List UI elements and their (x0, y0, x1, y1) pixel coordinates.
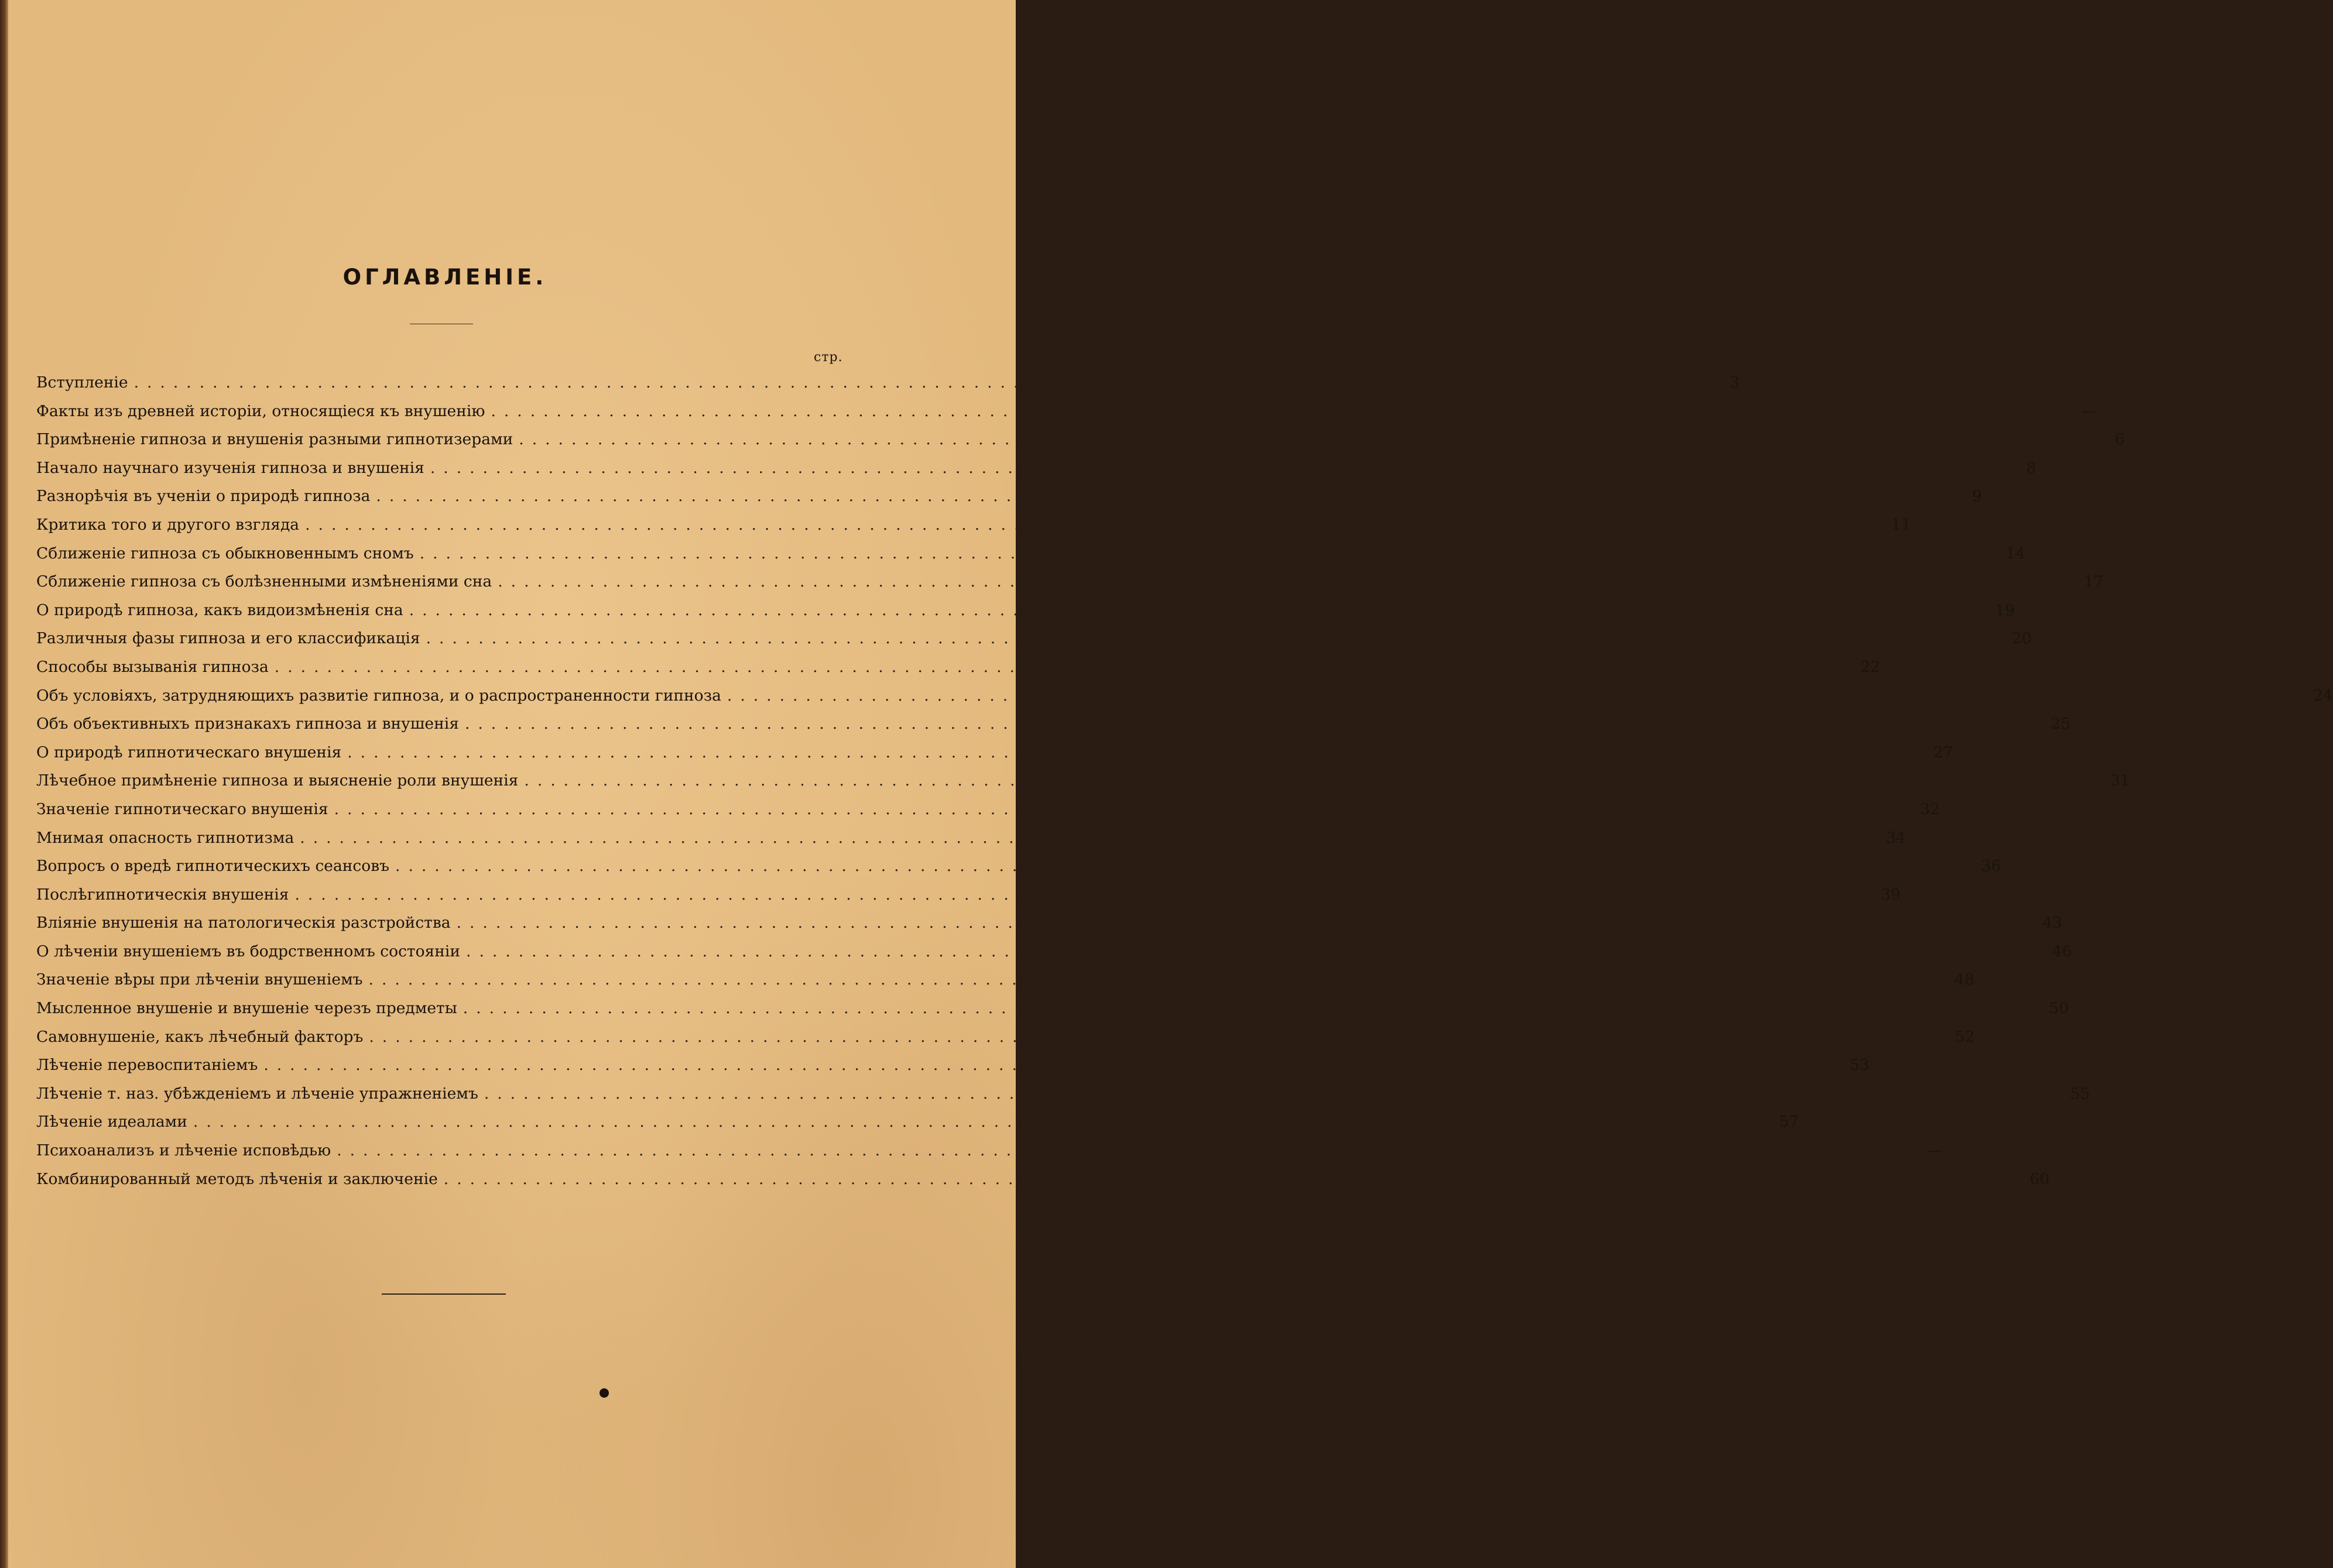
toc-entry (36, 1051, 1870, 1080)
toc-entry-title: Лѣченіе перевоспитаніемъ (36, 1056, 258, 1075)
page-column-header: стр. (814, 350, 843, 365)
toc-entry-title: Лѣчебное примѣненіе гипноза и выясненіе роли внушенія (36, 771, 519, 790)
toc-entry-title: Значеніе вѣры при лѣченіи внушеніемъ (36, 970, 363, 989)
toc-entry-page: 20 (2012, 629, 2032, 648)
dot-leader: ........................................................................................................................ (456, 914, 2032, 932)
toc-entry (36, 511, 1911, 540)
dot-leader: ........................................................................................................................ (426, 629, 2002, 648)
dot-leader: ........................................................................................................................ (368, 970, 1944, 989)
toc-entry (36, 767, 2130, 795)
toc-entry-page: 8 (2026, 458, 2036, 477)
toc-entry (36, 482, 1982, 511)
toc-entry (36, 397, 2097, 426)
toc-entry-page: 6 (2115, 430, 2125, 449)
toc-entry-page: 55 (2070, 1084, 2090, 1103)
dot-leader: ........................................................................................................................ (193, 1113, 1769, 1131)
toc-entry (36, 568, 2104, 596)
toc-entry (36, 710, 2071, 739)
toc-entry (36, 881, 1901, 910)
toc-entry (36, 852, 2001, 881)
toc-entry-page: 50 (2048, 999, 2069, 1018)
toc-entry-page: 3 (1729, 373, 1740, 392)
dot-leader: ........................................................................................................................ (524, 771, 2100, 790)
dot-leader: ........................................................................................................................ (484, 1084, 2060, 1103)
toc-entry-page: 14 (2005, 544, 2026, 562)
toc-entry-page: 9 (1972, 487, 1982, 506)
toc-entry-title: Комбинированный методъ лѣченія и заключеніе (36, 1169, 438, 1188)
toc-entry-page: 36 (1981, 857, 2001, 876)
toc-entry (36, 1080, 2090, 1109)
toc-entry-title: Примѣненіе гипноза и внушенія разными гипнотизерами (36, 430, 513, 449)
toc-entry-title: Мнимая опасность гипнотизма (36, 828, 294, 847)
dot-leader: ........................................................................................................................ (337, 1141, 1913, 1160)
toc-entry-page: 25 (2051, 715, 2071, 733)
page-title: ОГЛАВЛЕНІЕ. (342, 265, 547, 290)
toc-entry-page: 43 (2042, 914, 2063, 932)
toc-entry (36, 369, 1740, 397)
toc-entry-title: Сближеніе гипноза съ болѣзненными измѣненіями сна (36, 572, 492, 591)
toc-entry (36, 426, 2125, 454)
toc-entry (36, 1165, 2050, 1194)
table-of-contents (36, 369, 2333, 1193)
toc-entry-title: Вопросъ о вредѣ гипнотическихъ сеансовъ (36, 857, 390, 876)
toc-entry-title: Мысленное внушеніе и внушеніе черезъ предметы (36, 999, 457, 1018)
closing-rule (382, 1293, 506, 1295)
toc-entry-page: 53 (1849, 1056, 1870, 1075)
toc-entry-page: 32 (1920, 800, 1940, 818)
dot-leader: ........................................................................................................................ (133, 373, 1710, 392)
toc-entry-page: 46 (2052, 942, 2072, 960)
toc-entry-title: Самовнушеніе, какъ лѣчебный факторъ (36, 1027, 364, 1046)
toc-entry-page: 34 (1886, 828, 1906, 847)
toc-entry-page: 24 (2313, 686, 2333, 705)
toc-entry (36, 1108, 1799, 1137)
toc-entry (36, 596, 2015, 625)
toc-entry-page: 52 (1955, 1027, 1975, 1046)
toc-entry (36, 795, 1940, 824)
toc-entry (36, 454, 2036, 483)
toc-entry (36, 540, 2026, 568)
dot-leader: ........................................................................................................................ (294, 885, 1870, 904)
dot-leader: ........................................................................................................................ (395, 857, 1971, 876)
toc-entry-title: Сближеніе гипноза съ обыкновеннымъ сномъ (36, 544, 414, 562)
toc-entry-page: 57 (1779, 1113, 1799, 1131)
dot-leader: ........................................................................................................................ (274, 657, 1850, 676)
toc-entry (36, 824, 1906, 853)
toc-entry-page: — (1927, 1141, 1943, 1160)
dot-leader: ........................................................................................................................ (466, 942, 2041, 960)
dot-leader: ........................................................................................................................ (376, 487, 1952, 506)
dot-leader: ........................................................................................................................ (430, 458, 2006, 477)
toc-entry (36, 653, 1880, 682)
dot-leader: ........................................................................................................................ (498, 572, 2074, 591)
toc-entry-title: Послѣгипнотическія внушенія (36, 885, 289, 904)
dot-leader: ........................................................................................................................ (263, 1056, 1839, 1075)
toc-entry-title: О природѣ гипноза, какъ видоизмѣненія сна (36, 601, 403, 619)
toc-entry (36, 682, 2333, 711)
toc-entry (36, 966, 1975, 994)
toc-entry-title: Разнорѣчія въ ученіи о природѣ гипноза (36, 487, 371, 506)
ink-dot (599, 1388, 609, 1398)
toc-entry-title: Значеніе гипнотическаго внушенія (36, 800, 328, 818)
toc-entry-title: Начало научнаго изученія гипноза и внушенія (36, 458, 424, 477)
toc-entry-title: Факты изъ древней исторіи, относящіеся къ внушенію (36, 402, 485, 420)
toc-entry (36, 909, 2063, 938)
toc-entry-title: Различныя фазы гипноза и его классификація (36, 629, 420, 648)
toc-entry (36, 625, 2032, 653)
toc-entry (36, 1137, 1943, 1165)
toc-entry-title: Объ условіяхъ, затрудняющихъ развитіе гипноза, и о распространенности гипноза (36, 686, 721, 705)
toc-entry-page: 17 (2084, 572, 2104, 591)
toc-entry-page: 11 (1891, 515, 1911, 534)
dot-leader: ........................................................................................................................ (419, 544, 1995, 562)
toc-entry (36, 938, 2072, 966)
toc-entry-title: Способы вызыванія гипноза (36, 657, 269, 676)
dot-leader: ........................................................................................................................ (369, 1027, 1945, 1046)
dot-leader: ........................................................................................................................ (409, 601, 1985, 619)
toc-entry-page: 22 (1860, 657, 1880, 676)
dot-leader: ........................................................................................................................ (491, 402, 2067, 420)
binding-edge (0, 0, 8, 1568)
toc-entry-title: Вступленіе (36, 373, 128, 392)
toc-entry-title: Объ объективныхъ признакахъ гипноза и внушенія (36, 715, 459, 733)
toc-entry-title: О лѣченіи внушеніемъ въ бодрственномъ состояніи (36, 942, 461, 960)
toc-entry-title: Лѣченіе идеалами (36, 1113, 187, 1131)
dot-leader: ........................................................................................................................ (300, 828, 1876, 847)
dot-leader: ........................................................................................................................ (519, 430, 2095, 449)
toc-entry (36, 994, 2069, 1023)
dot-leader: ........................................................................................................................ (464, 715, 2040, 733)
dot-leader: ........................................................................................................................ (443, 1169, 2019, 1188)
toc-entry-page: 39 (1880, 885, 1901, 904)
dot-leader: ........................................................................................................................ (305, 515, 1880, 534)
toc-entry-page: — (2081, 402, 2097, 420)
dot-leader: ........................................................................................................................ (463, 999, 2039, 1018)
toc-entry-title: О природѣ гипнотическаго внушенія (36, 743, 342, 761)
toc-entry-title: Вліяніе внушенія на патологическія разстройства (36, 914, 451, 932)
toc-entry-page: 19 (1995, 601, 2015, 619)
dot-leader: ........................................................................................................................ (727, 686, 2303, 705)
toc-entry-title: Критика того и другого взгляда (36, 515, 300, 534)
toc-entry (36, 1023, 1975, 1052)
toc-entry-title: Лѣченіе т. наз. убѣжденіемъ и лѣченіе упражненіемъ (36, 1084, 478, 1103)
dot-leader: ........................................................................................................................ (347, 743, 1923, 761)
toc-entry-page: 27 (1933, 743, 1954, 761)
toc-entry (36, 739, 1954, 767)
toc-entry-page: 60 (2029, 1169, 2050, 1188)
toc-entry-page: 31 (2110, 771, 2130, 790)
dot-leader: ........................................................................................................................ (334, 800, 1910, 818)
toc-entry-page: 48 (1954, 970, 1975, 989)
toc-entry-title: Психоанализъ и лѣченіе исповѣдью (36, 1141, 331, 1160)
